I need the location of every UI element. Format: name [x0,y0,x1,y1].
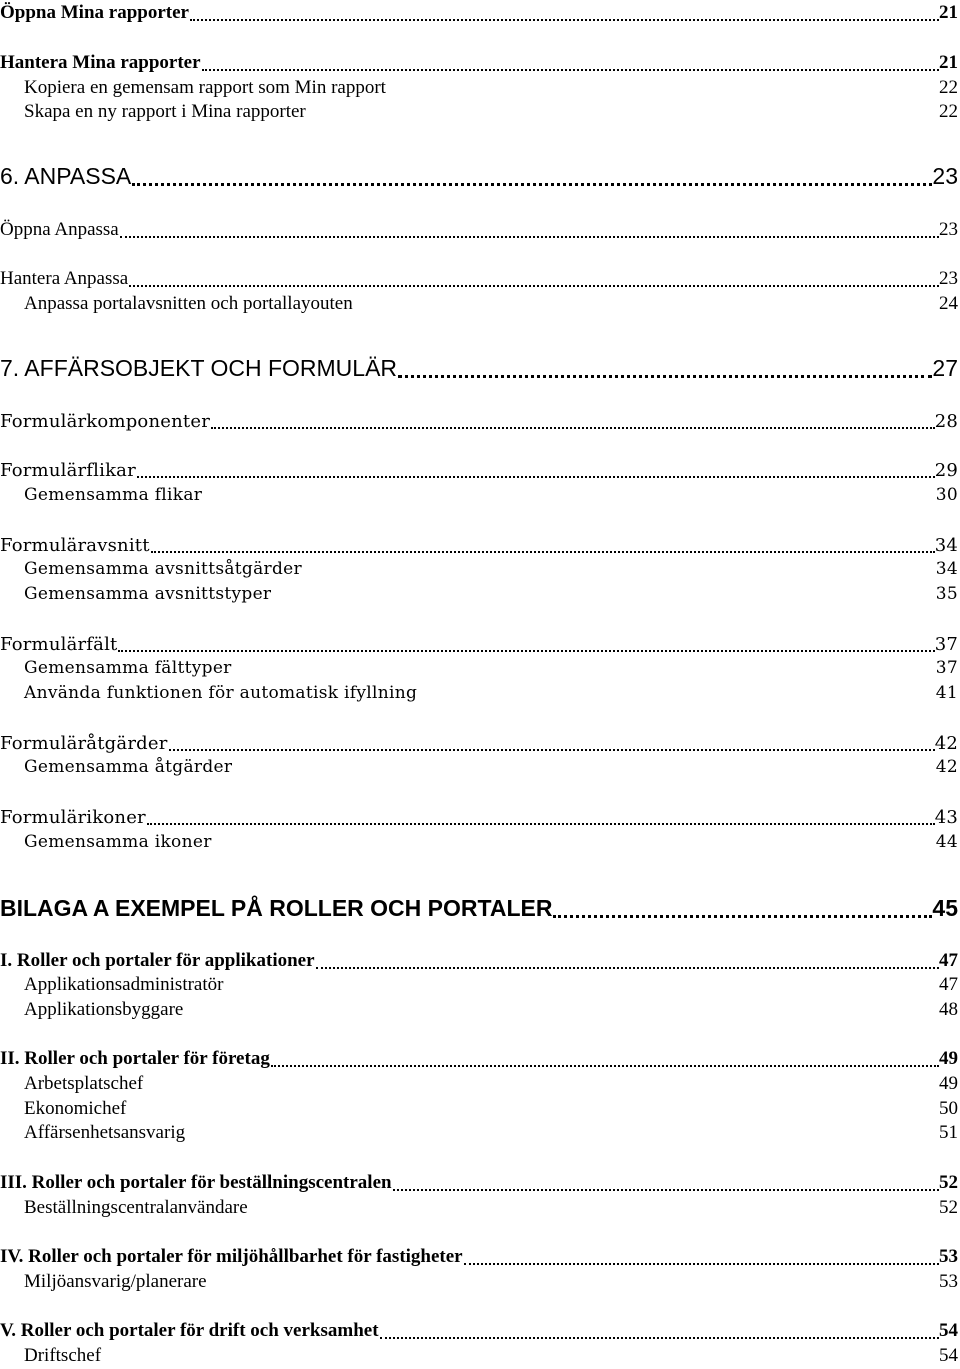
toc-entry-title: Formulärkomponenter [0,411,211,432]
toc-chapter[interactable] [0,895,960,923]
toc-subentry[interactable] [24,1345,960,1368]
dot-leader [398,375,932,378]
toc-entry[interactable] [0,535,960,557]
toc-entry-title: Gemensamma avsnittsåtgärder [24,559,302,579]
toc-entry-page: 29 [934,460,958,481]
toc-entry-page: 49 [939,1048,958,1069]
toc-entry-title: Gemensamma fälttyper [24,658,232,678]
toc-entry-title: Miljöansvarig/planerare [24,1271,207,1292]
toc-entry-page: 22 [939,101,958,122]
toc-subentry[interactable] [24,293,960,316]
toc-entry[interactable] [0,1048,960,1071]
toc-entry-title: Formulärikoner [0,807,146,828]
toc-entry-title: Hantera Mina rapporter [0,52,201,73]
toc-entry-page: 37 [934,634,958,655]
toc-entry-title: Applikationsadministratör [24,974,224,995]
toc-entry-title: Öppna Anpassa [0,219,119,240]
toc-entry-page: 42 [935,757,958,777]
dot-leader [393,1189,939,1191]
toc-entry-page: 23 [932,163,958,189]
toc-entry-page: 53 [939,1271,958,1292]
toc-subentry[interactable] [24,1271,960,1294]
dot-leader [202,69,939,71]
toc-entry[interactable] [0,219,960,242]
toc-entry-title: Gemensamma ikoner [24,832,212,852]
toc-entry-page: 21 [939,52,958,73]
toc-entry-title: Ekonomichef [24,1098,127,1119]
toc-subentry[interactable] [24,658,960,678]
toc-entry-title: Öppna Mina rapporter [0,2,189,23]
toc-subentry[interactable] [24,1122,960,1145]
toc-entry[interactable] [0,950,960,973]
toc-entry-page: 48 [939,999,958,1020]
toc-entry-title: IV. Roller och portaler för miljöhållbarhet för fastigheter [0,1246,463,1267]
toc-entry[interactable] [0,2,960,25]
dot-leader [380,1337,939,1339]
toc-chapter[interactable] [0,355,960,383]
toc-entry-title: Gemensamma avsnittstyper [24,584,272,604]
dot-leader [271,1065,939,1067]
toc-entry-page: 22 [939,77,958,98]
toc-entry-title: Formulärfält [0,634,118,655]
toc-entry[interactable] [0,460,960,482]
toc-entry-page: 35 [935,584,958,604]
toc-entry[interactable] [0,1246,960,1269]
dot-leader [118,650,934,652]
toc-entry-title: Arbetsplatschef [24,1073,144,1094]
toc-entry-page: 54 [939,1345,958,1366]
toc-entry-title: Beställningscentralanvändare [24,1197,248,1218]
toc-entry-page: 23 [939,268,958,289]
toc-entry-title: Formuläråtgärder [0,733,168,754]
toc-entry-title: Hantera Anpassa [0,268,129,289]
toc-entry[interactable] [0,52,960,75]
toc-entry-title: I. Roller och portaler för applikationer [0,950,315,971]
toc-entry-title: Använda funktionen för automatisk ifyllning [24,683,418,703]
toc-entry-title: Gemensamma flikar [24,485,203,505]
toc-entry-title: 7. AFFÄRSOBJEKT OCH FORMULÄR [0,355,398,381]
toc-entry-title: Kopiera en gemensam rapport som Min rapport [24,77,386,98]
toc-entry-page: 42 [934,733,958,754]
toc-entry-title: Gemensamma åtgärder [24,757,233,777]
toc-entry[interactable] [0,268,960,291]
dot-leader [190,19,939,21]
toc-entry-title: 6. ANPASSA [0,163,132,189]
toc-entry-title: Skapa en ny rapport i Mina rapporter [24,101,306,122]
toc-entry-page: 28 [934,411,958,432]
toc-entry-page: 21 [939,2,958,23]
dot-leader [169,749,935,751]
toc-entry-page: 34 [935,559,958,579]
toc-subentry[interactable] [24,832,960,852]
toc-subentry[interactable] [24,77,960,100]
toc-entry-title: Anpassa portalavsnitten och portallayouten [24,293,353,314]
dot-leader [553,915,932,918]
toc-entry[interactable] [0,807,960,829]
toc-subentry[interactable] [24,683,960,703]
dot-leader [137,476,935,478]
toc-entry-page: 44 [935,832,958,852]
toc-subentry[interactable] [24,974,960,997]
toc-entry-page: 47 [939,974,958,995]
toc-entry-title: II. Roller och portaler för företag [0,1048,270,1069]
toc-entry-title: BILAGA A EXEMPEL PÅ ROLLER OCH PORTALER [0,895,553,921]
toc-entry-page: 27 [932,355,958,381]
dot-leader [129,285,939,287]
toc-entry-page: 30 [935,485,958,505]
toc-entry-page: 43 [934,807,958,828]
toc-entry-page: 49 [939,1073,958,1094]
toc-entry-title: III. Roller och portaler för beställningscentralen [0,1172,392,1193]
dot-leader [120,236,939,238]
toc-subentry[interactable] [24,584,960,604]
toc-entry[interactable] [0,411,960,433]
toc-entry-page: 50 [939,1098,958,1119]
toc-subentry[interactable] [24,1073,960,1096]
dot-leader [211,427,935,429]
toc-entry-title: V. Roller och portaler för drift och verksamhet [0,1320,379,1341]
toc-entry-page: 51 [939,1122,958,1143]
toc-entry-title: Driftschef [24,1345,102,1366]
toc-entry-title: Applikationsbyggare [24,999,184,1020]
toc-entry-page: 34 [934,535,958,556]
toc-subentry[interactable] [24,1098,960,1121]
toc-entry[interactable] [0,1172,960,1195]
toc-entry-page: 24 [939,293,958,314]
toc-entry-title: Formuläravsnitt [0,535,150,556]
dot-leader [147,823,935,825]
toc-entry[interactable] [0,1320,960,1343]
dot-leader [151,551,935,553]
toc-entry-page: 54 [939,1320,958,1341]
toc-entry-page: 47 [939,950,958,971]
toc-chapter[interactable] [0,163,960,191]
dot-leader [316,967,939,969]
toc-subentry[interactable] [24,999,960,1022]
toc-entry-page: 41 [935,683,958,703]
toc-subentry[interactable] [24,485,960,505]
toc-entry-page: 45 [932,895,958,921]
toc-entry-page: 52 [939,1172,958,1193]
toc-entry-title: Formulärflikar [0,460,136,481]
toc-entry-page: 23 [939,219,958,240]
dot-leader [132,183,932,186]
dot-leader [464,1263,939,1265]
toc-entry-page: 53 [939,1246,958,1267]
toc-entry-page: 52 [939,1197,958,1218]
toc-entry-page: 37 [935,658,958,678]
toc-entry[interactable] [0,634,960,656]
toc-subentry[interactable] [24,101,960,124]
toc-entry-title: Affärsenhetsansvarig [24,1122,186,1143]
toc-subentry[interactable] [24,559,960,579]
toc-subentry[interactable] [24,757,960,777]
toc-subentry[interactable] [24,1197,960,1220]
toc-entry[interactable] [0,733,960,755]
